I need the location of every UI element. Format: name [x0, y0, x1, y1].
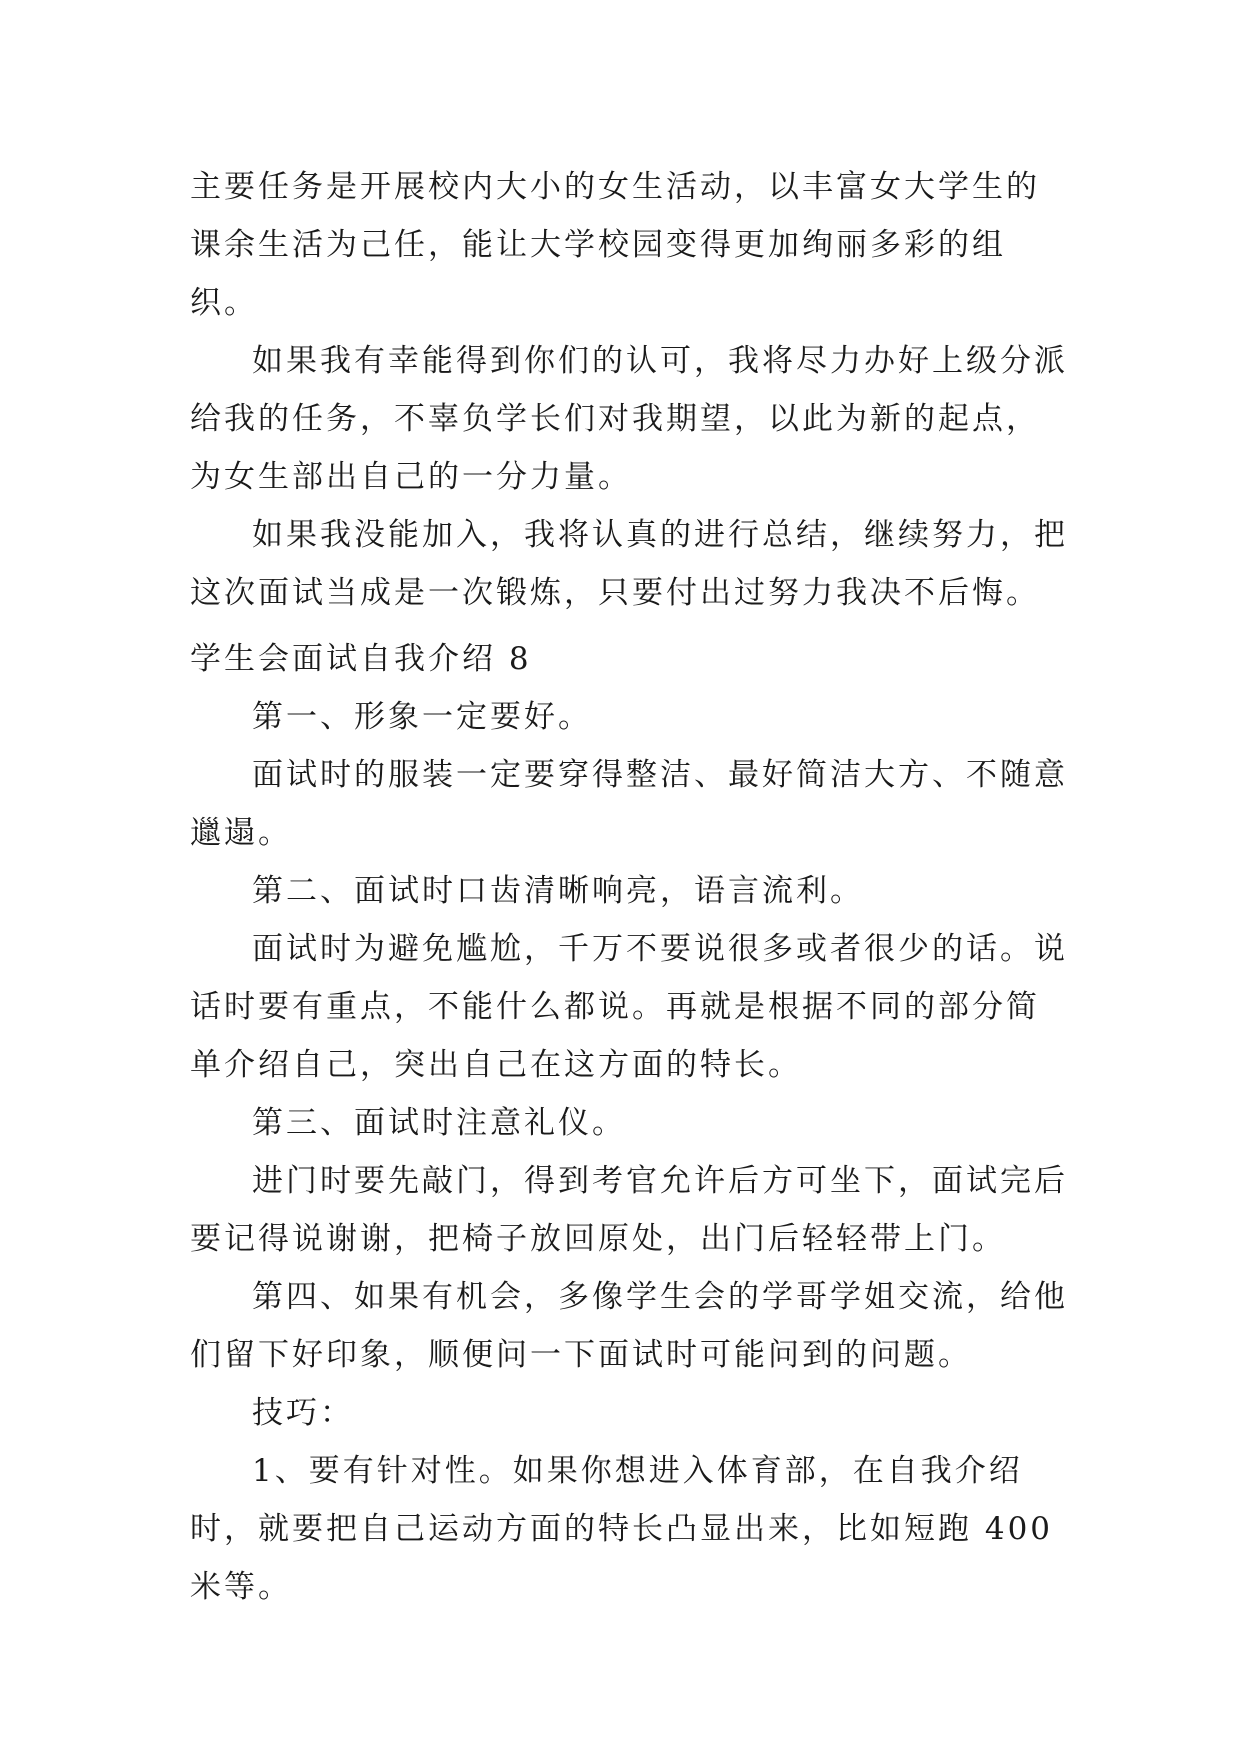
paragraph: 1、要有针对性。如果你想进入体育部，在自我介绍时，就要把自己运动方面的特长凸显出来，比如短跑 400 米等。: [190, 1453, 1054, 1605]
paragraph: 技巧：: [252, 1395, 354, 1431]
paragraph: 第一、形象一定要好。: [252, 699, 592, 735]
paragraph: 第二、面试时口齿清晰响亮，语言流利。: [252, 873, 864, 909]
paragraph: 面试时为避免尴尬，千万不要说很多或者很少的话。说话时要有重点，不能什么都说。再就是根据不同的部分简单介绍自己，突出自己在这方面的特长。: [190, 931, 1068, 1083]
paragraph: 如果我没能加入，我将认真的进行总结，继续努力，把这次面试当成是一次锻炼，只要付出过努力我决不后悔。: [190, 517, 1068, 611]
paragraph: 第四、如果有机会，多像学生会的学哥学姐交流，给他们留下好印象，顺便问一下面试时可能问到的问题。: [190, 1279, 1068, 1373]
paragraph: 如果我有幸能得到你们的认可，我将尽力办好上级分派给我的任务，不辜负学长们对我期望，以此为新的起点，为女生部出自己的一分力量。: [190, 343, 1068, 495]
paragraph: 主要任务是开展校内大小的女生活动，以丰富女大学生的课余生活为己任，能让大学校园变得更加绚丽多彩的组织。: [190, 169, 1040, 321]
section-2-body: [190, 630, 1070, 1616]
paragraph: 进门时要先敲门，得到考官允许后方可坐下，面试完后要记得说谢谢，把椅子放回原处，出门后轻轻带上门。: [190, 1163, 1068, 1257]
paragraph: 第三、面试时注意礼仪。: [252, 1105, 626, 1141]
section-1-body: [190, 158, 1070, 622]
paragraph: 面试时的服装一定要穿得整洁、最好简洁大方、不随意邋遢。: [190, 757, 1068, 851]
section-title: 学生会面试自我介绍 8: [190, 641, 532, 677]
